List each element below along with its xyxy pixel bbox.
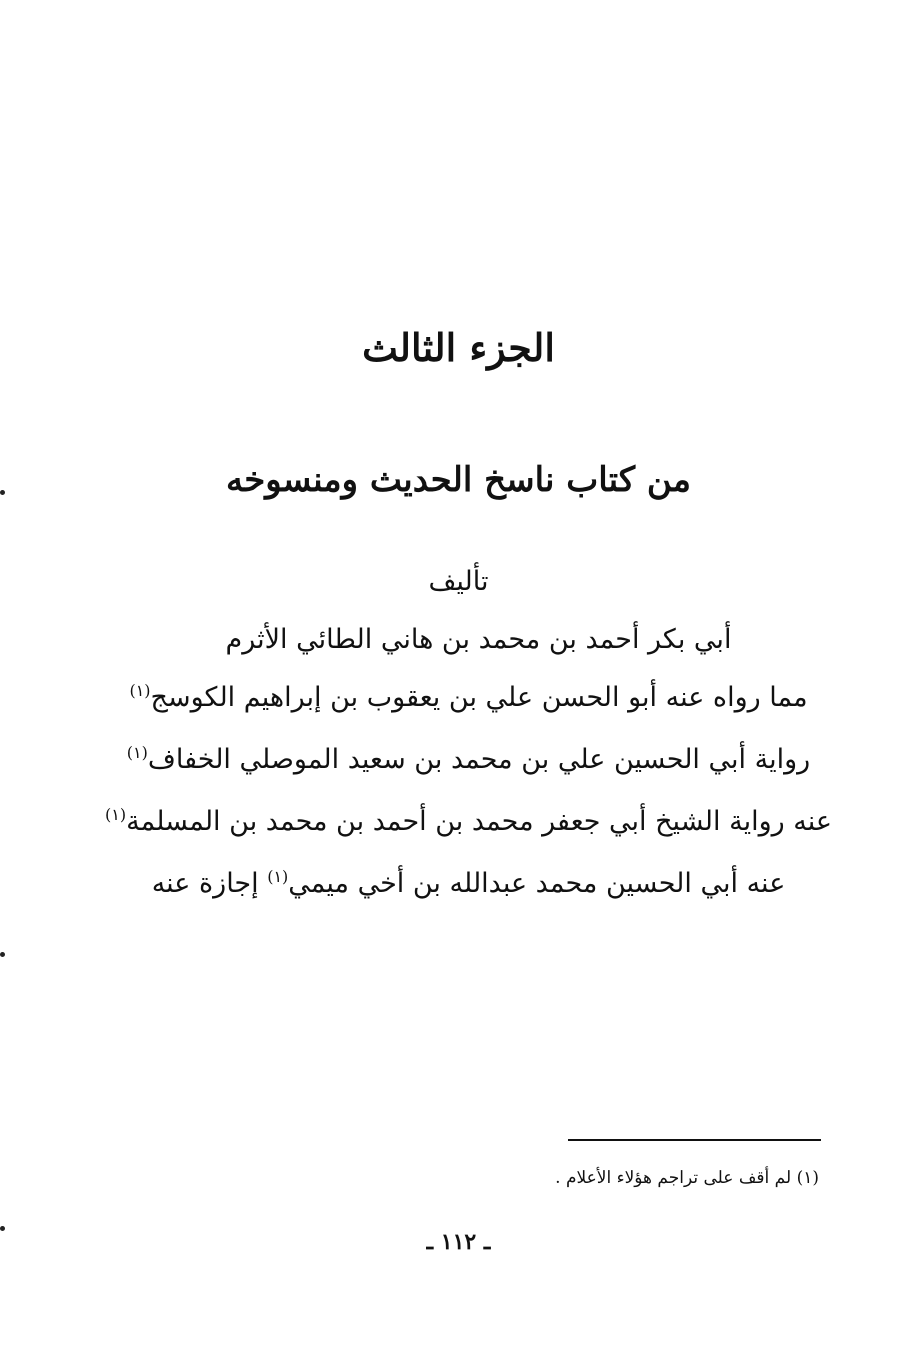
narrator-line-4-text-before: عنه أبي الحسين محمد عبدالله بن أخي ميمي (288, 868, 786, 899)
part-title: الجزء الثالث (362, 325, 555, 370)
author-name-line (20, 618, 917, 662)
narrator-line-2-text: رواية أبي الحسين علي بن محمد بن سعيد الموصلي الخفاف (147, 744, 811, 775)
narrator-line-3 (10, 800, 917, 844)
footnote-separator (568, 1139, 821, 1141)
book-title: من كتاب ناسخ الحديث ومنسوخه (226, 460, 691, 500)
narrator-line-1-text: مما رواه عنه أبو الحسن علي بن يعقوب بن إبراهيم الكوسج (150, 682, 808, 713)
footnote: (١) لم أقف على تراجم هؤلاء الأعلام . (555, 1168, 819, 1188)
narrator-line-4 (10, 862, 917, 906)
author-label: تأليف (428, 566, 489, 597)
footnote-mark: (١) (129, 681, 151, 700)
footnote-mark: (١) (267, 867, 289, 886)
narrator-line-4-text-after: إجازة عنه (151, 868, 268, 899)
narrator-line-2 (10, 738, 917, 782)
page-number: ـ ١١٢ ـ (426, 1229, 491, 1255)
scan-speck (0, 1226, 5, 1231)
narrator-line-3-text: عنه رواية الشيخ أبي جعفر محمد بن أحمد بن محمد بن المسلمة (126, 806, 832, 837)
scan-speck (0, 952, 5, 957)
footnote-mark: (١) (105, 805, 127, 824)
footnote-mark: (١) (126, 743, 148, 762)
author-name-text: أبي بكر أحمد بن محمد بن هاني الطائي الأثرم (225, 624, 732, 655)
narrator-line-1 (10, 676, 917, 720)
scan-speck (0, 490, 5, 495)
